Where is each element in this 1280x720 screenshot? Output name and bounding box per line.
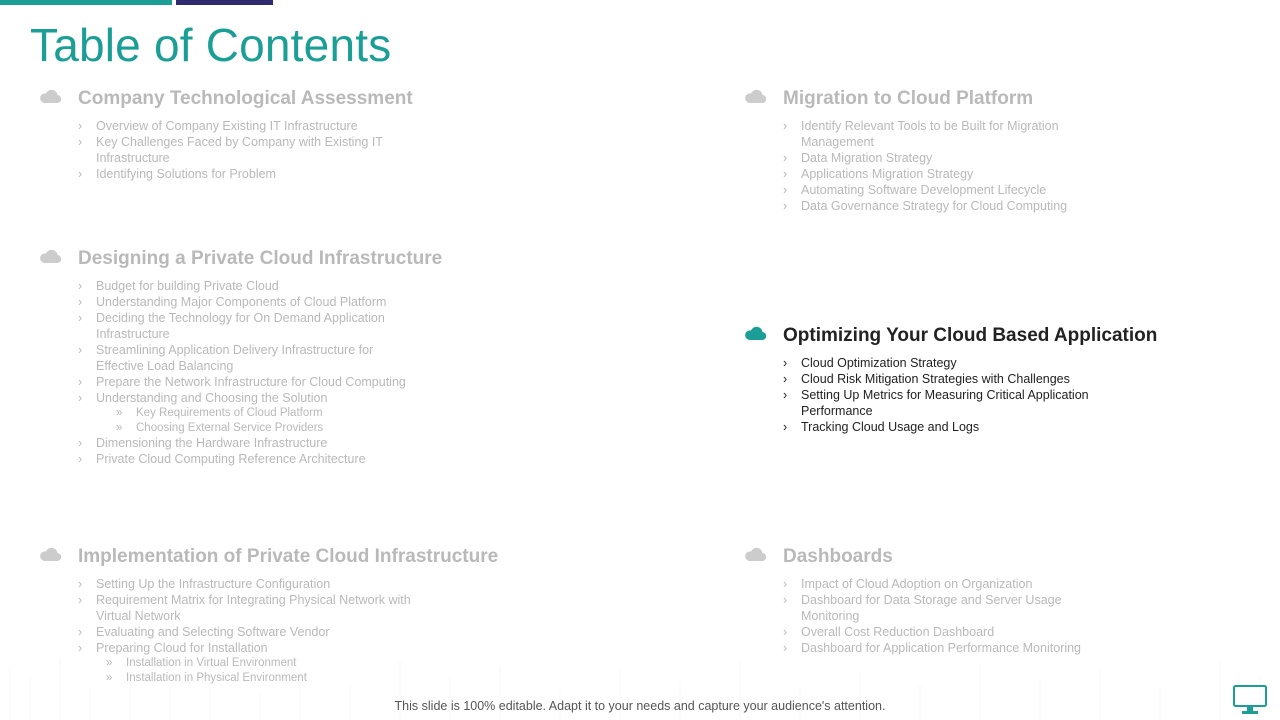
toc-item: › Data Migration Strategy (783, 151, 933, 165)
toc-item: › Overview of Company Existing IT Infrastructure (78, 119, 358, 133)
toc-item: › Deciding the Technology for On Demand Application Infrastructure (78, 311, 385, 341)
accent-bar-teal (0, 0, 172, 5)
toc-item: › Tracking Cloud Usage and Logs (783, 420, 980, 434)
toc-item: › Data Governance Strategy for Cloud Computing (783, 199, 1068, 213)
section-title: Implementation of Private Cloud Infrastructure (78, 546, 499, 567)
section-title: Optimizing Your Cloud Based Application (783, 325, 1158, 346)
cloud-icon (743, 325, 767, 341)
cloud-icon (38, 88, 62, 104)
section-title: Migration to Cloud Platform (783, 88, 1034, 109)
toc-item: › Overall Cost Reduction Dashboard (783, 625, 995, 639)
cloud-icon (38, 546, 62, 562)
accent-bar-navy (176, 0, 273, 5)
toc-item: › Key Challenges Faced by Company with Existing IT Infrastructure (78, 135, 383, 165)
toc-item: › Budget for building Private Cloud (78, 279, 279, 293)
toc-item: › Setting Up Metrics for Measuring Critical Application Performance (783, 388, 1089, 418)
toc-item: › Identify Relevant Tools to be Built for Migration Management (783, 119, 1059, 149)
toc-item: › Streamlining Application Delivery Infrastructure for Effective Load Balancing (78, 343, 374, 373)
toc-item: › Cloud Optimization Strategy (783, 356, 957, 370)
page-title: Table of Contents (30, 19, 392, 71)
toc-item: › Impact of Cloud Adoption on Organization (783, 577, 1033, 591)
toc-subitem: » Installation in Physical Environment (106, 671, 307, 684)
toc-subitem: » Key Requirements of Cloud Platform (116, 407, 323, 419)
section-title: Designing a Private Cloud Infrastructure (78, 248, 443, 269)
section-title: Dashboards (783, 546, 893, 567)
cloud-icon (743, 88, 767, 104)
cloud-icon (38, 248, 62, 264)
section-title: Company Technological Assessment (78, 88, 413, 109)
toc-item: › Setting Up the Infrastructure Configuration (78, 577, 331, 591)
toc-item: › Prepare the Network Infrastructure for Cloud Computing (78, 375, 406, 389)
toc-item: › Cloud Risk Mitigation Strategies with Challenges (783, 372, 1070, 386)
toc-subitem: » Installation in Virtual Environment (106, 657, 297, 669)
toc-item: › Identifying Solutions for Problem (78, 167, 276, 181)
toc-item: › Dashboard for Data Storage and Server Usage Monitoring (783, 593, 1062, 623)
toc-item: › Understanding and Choosing the Solution (78, 391, 328, 405)
toc-item: › Private Cloud Computing Reference Architecture (78, 452, 366, 466)
toc-item: › Preparing Cloud for Installation (78, 641, 268, 655)
toc-item: › Dashboard for Application Performance Monitoring (783, 641, 1082, 655)
toc-item: › Automating Software Development Lifecycle (783, 183, 1047, 197)
toc-item: › Requirement Matrix for Integrating Physical Network with Virtual Network (78, 593, 411, 623)
toc-item: › Evaluating and Selecting Software Vendor (78, 625, 330, 639)
cloud-icon (743, 546, 767, 562)
footer-note: This slide is 100% editable. Adapt it to your needs and capture your audience's attention. (394, 699, 886, 713)
toc-subitem: » Choosing External Service Providers (116, 421, 324, 434)
toc-item: › Understanding Major Components of Cloud Platform (78, 295, 387, 309)
toc-item: › Dimensioning the Hardware Infrastructure (78, 436, 328, 450)
toc-item: › Applications Migration Strategy (783, 167, 974, 181)
monitor-icon[interactable] (1232, 684, 1268, 716)
